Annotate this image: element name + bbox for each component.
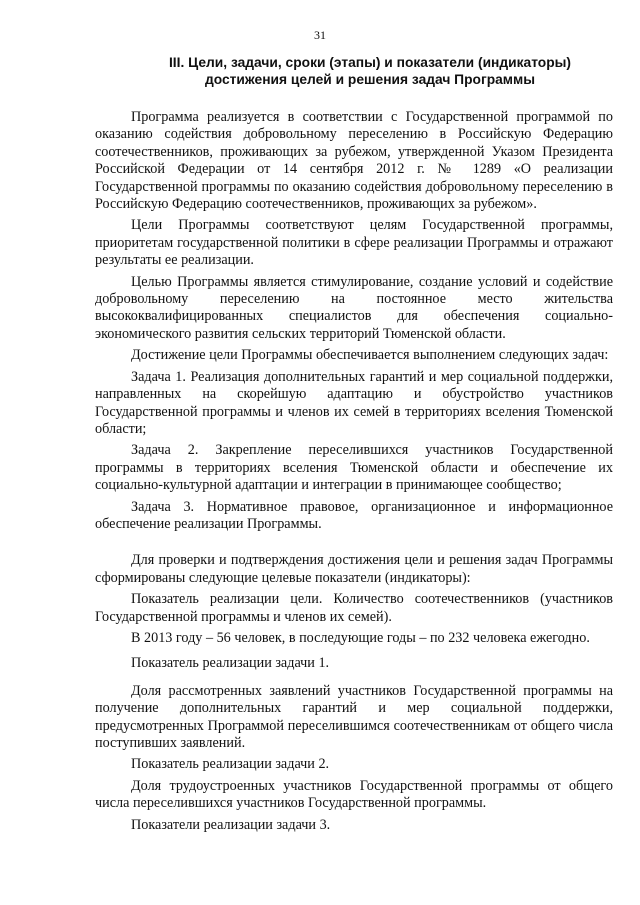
paragraph-task-2-indicator-text: Доля трудоустроенных участников Государственной программы от общего числа переселившихся участников Государственной программы. [95, 777, 613, 812]
section-heading-line-2: достижения целей и решения задач Программы [205, 72, 535, 87]
paragraph-indicators-intro: Для проверки и подтверждения достижения цели и решения задач Программы сформированы следующие целевые показатели (индикаторы): [95, 552, 613, 586]
paragraph-tasks-intro: Достижение цели Программы обеспечивается выполнением следующих задач: [131, 347, 609, 364]
paragraph-task-1: Задача 1. Реализация дополнительных гарантий и мер социальной поддержки, направленных на скорейшую адаптацию и обустройство участников Государственной программы и членов их семей в территориях вселения Тюменской области; [95, 368, 613, 437]
paragraph-goal-indicator: Показатель реализации цели. Количество соотечественников (участников Государственной программы и членов их семей). [95, 591, 613, 625]
paragraph-program-basis: Программа реализуется в соответствии с Государственной программой по оказанию содействия добровольному переселению в Российскую Федерацию соотечественников, проживающих за рубежом, утвержденной Указом Президента Российской Федерации от 14 сентября 2012 г. № 1289 «О реализации Государственной программы по оказанию содействия добровольному переселению в Российскую Федерацию соотечественников, проживающих за рубежом». [95, 109, 613, 213]
paragraph-program-goals: Цели Программы соответствуют целям Государственной программы, приоритетам государственной политики в сфере реализации Программы и отражают результаты ее реализации. [95, 217, 613, 269]
paragraph-task-2: Задача 2. Закрепление переселившихся участников Государственной программы в территориях вселения Тюменской области и обеспечение их социально-культурной адаптации и интеграции в принимающее сообщество; [95, 442, 613, 494]
paragraph-task-1-indicator-text: Доля рассмотренных заявлений участников Государственной программы на получение дополнительных гарантий и мер социальной поддержки, предусмотренных Программой переселившимся соотечественникам от общего числа поступивших заявлений. [95, 682, 613, 751]
paragraph-task-3-indicators: Показатели реализации задачи 3. [131, 816, 331, 833]
paragraph-program-aim: Целью Программы является стимулирование, создание условий и содействие добровольному переселению на постоянное место жительства высококвалифицированных специалистов для обеспечения социально-экономического развития сельских территорий Тюменской области. [95, 273, 613, 342]
paragraph-task-2-indicator: Показатель реализации задачи 2. [131, 756, 330, 773]
section-heading-line-1: III. Цели, задачи, сроки (этапы) и показатели (индикаторы) [168, 55, 572, 70]
paragraph-task-3: Задача 3. Нормативное правовое, организационное и информационное обеспечение реализации Программы. [95, 498, 613, 532]
paragraph-task-1-indicator: Показатель реализации задачи 1. [131, 655, 330, 672]
page-number: 31 [314, 28, 326, 42]
document-body [95, 109, 613, 838]
paragraph-goal-values: В 2013 году – 56 человек, в последующие годы – по 232 человека ежегодно. [131, 629, 590, 646]
section-heading [150, 54, 590, 88]
